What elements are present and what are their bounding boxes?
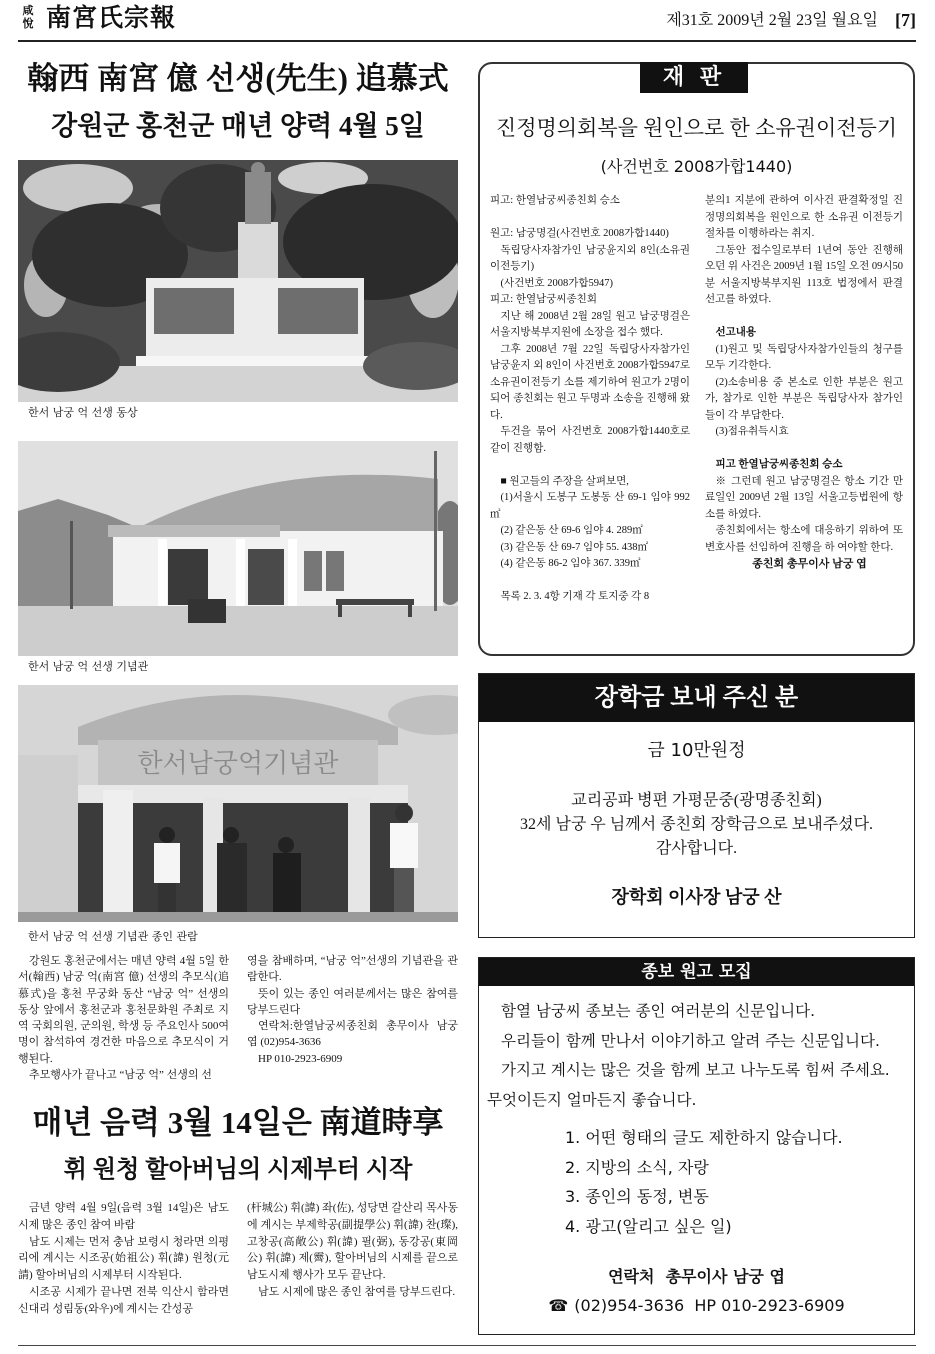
flag-pole	[434, 451, 437, 611]
emblem-bottom-char: 悅	[22, 18, 34, 30]
memorial-hall-photo-image	[18, 441, 458, 656]
south-rite-headline: 매년 음력 3월 14일은 南道時享	[32, 1105, 444, 1140]
memorial-subheadline: 강원군 홍천군 매년 양력 4월 5일	[51, 111, 425, 141]
memorial-headline: 翰西 南宮 億 선생(先生) 追慕式	[27, 61, 449, 96]
scholarship-line: 32세 남궁 우 님께서 종친회 장학금으로 보내주셨다.	[519, 816, 874, 833]
scholarship-heading: 장학금 보내 주신 분	[479, 674, 914, 722]
paragraph: 강원도 홍천군에서는 매년 양력 4월 5일 한서(翰西) 남궁 억(南宮 億) 선생의 추모식(追慕式)을 홍천 무궁화 동산 “남궁 억” 선생의 동상 앞에서 홍천군과 홍천문화원 주최로 지역 국회의원, 군의원, 학생 등 주요인사 500여명이 참석하여 경건한 마음으로 추모식이 거행된다.	[18, 955, 229, 1065]
paragraph: 금년 양력 4월 9일(음력 3월 14일)은 남도시제 많은 종인 참여 바람	[18, 1202, 229, 1231]
scholarship-amount: 금 10만원정	[647, 740, 746, 761]
paragraph: 가지고 계시는 많은 것을 함께 보고 나누도록 힘써 주세요.	[501, 1061, 890, 1080]
memorial-column-2	[247, 953, 458, 1087]
phone-icon	[548, 1296, 574, 1315]
issue-date: 제31호 2009년 2월 23일 월요일	[666, 12, 878, 29]
paragraph: 우리들이 함께 만나서 이야기하고 알려 주는 신문입니다.	[501, 1031, 880, 1050]
paragraph: 피고: 한열남궁씨종친회	[490, 294, 597, 305]
paragraph: 추모행사가 끝나고 “남궁 억” 선생의 선	[29, 1069, 212, 1082]
visitors-photo-image	[18, 685, 458, 922]
visitors-photo	[18, 685, 458, 922]
paragraph: 원고: 남궁명걸(사건번호 2008가합1440)	[490, 228, 669, 239]
paragraph: (4) 같은동 86-2 임야 367. 339㎡	[500, 558, 641, 569]
paragraph: 종친회에서는 항소에 대응하기 위하여 또 변호사를 선임하여 진행을 하 여야할 한다.	[705, 525, 903, 553]
scholarship-line: 교리공파 병편 가평문중(광명종친회)	[571, 792, 822, 809]
south-rite-subheadline: 휘 원청 할아버님의 시제부터 시작	[63, 1157, 413, 1183]
paragraph: 피고: 한열남궁씨종친회 승소	[490, 195, 620, 206]
paragraph: (2) 같은동 산 69-6 임야 4. 289㎡	[500, 525, 643, 536]
court-notice-title: 진정명의회복을 원인으로 한 소유권이전등기	[495, 116, 898, 140]
paragraph: ■ 원고들의 주장을 살펴보면,	[500, 475, 629, 487]
court-section-tab: 재 판	[640, 62, 748, 93]
paragraph: 독립당사자참가인 남궁윤지외 8인(소유권이전등기)	[490, 244, 690, 272]
scholarship-box	[478, 673, 915, 938]
emblem-top-char: 咸	[22, 5, 34, 17]
list-item: 4. 광고(알리고 싶은 일)	[565, 1216, 732, 1236]
masthead-emblem	[20, 5, 36, 31]
paragraph: 그후 2008년 7월 22일 독립당사자참가인 남궁윤지 외 8인이 사건번호 2008가합5947로 소유권이전등기 소를 제기하여 원고가 2명이되어 종친회는 원고 두명과 소송을 진행해 왔다.	[490, 343, 690, 421]
paragraph: (1)서울시 도봉구 도봉동 산 69-1 임야 992㎡	[490, 492, 690, 520]
paragraph: 목록 2. 3. 4항 기재 각 토지중 각 8	[500, 591, 650, 602]
scholarship-signature: 장학회 이사장 남궁 산	[611, 887, 782, 907]
paragraph: 연락처:한열남궁씨종친회 총무이사 남궁 엽 (02)954-3636	[247, 1020, 458, 1049]
call-for-articles-body	[487, 997, 902, 1115]
list-item: 1. 어떤 형태의 글도 제한하지 않습니다.	[565, 1128, 843, 1147]
paragraph-heading: 피고 한열남궁씨종친회 승소	[715, 459, 843, 470]
monument	[136, 278, 374, 366]
list-item: 2. 지방의 소식, 자랑	[565, 1157, 709, 1177]
paragraph: 영을 참배하며, “남궁 억”선생의 기념관을 관람한다.	[247, 955, 458, 984]
paragraph-heading: 선고내용	[715, 327, 757, 338]
paragraph: (사건번호 2008가합5947)	[500, 277, 613, 289]
paragraph: (杆城公) 휘(諱) 좌(佐), 성당면 갈산리 목사동에 계시는 부제학공(副提學公) 휘(諱) 찬(璨), 고창공(高敞公) 휘(諱) 필(弼), 동강공(東岡公) 휘(諱) 제(霽), 할아버님의 시제를 끝으로 남도시제 행사가 모두 끝난다.	[247, 1202, 458, 1282]
court-signature: 종친회 총무이사 남궁 엽	[752, 558, 867, 570]
paragraph: (2)소송비용 중 본소로 인한 부분은 원고가, 참가로 인한 부분은 독립당사자 참가인들이 각 부담한다.	[705, 376, 903, 421]
paragraph: 분의1 지분에 관하여 이사건 판결확정일 진정명의회복을 원인으로 한 소유권 이전등기 절차를 이행하라는 취지.	[705, 195, 903, 239]
header-rule	[18, 40, 916, 42]
statue-photo	[18, 160, 458, 402]
statue-photo-caption: 한서 남궁 억 선생 동상	[28, 406, 138, 419]
memorial-article-body	[18, 953, 458, 1087]
court-column-2	[705, 193, 903, 645]
list-item: 3. 종인의 동정, 변동	[565, 1187, 709, 1206]
call-for-articles-box	[478, 957, 915, 1335]
memorial-column-1	[18, 953, 229, 1087]
paragraph: 두건을 묶어 사건번호 2008가합1440호로 같이 진행함.	[490, 426, 690, 454]
newspaper-title: 南宮氏宗報	[46, 5, 177, 32]
statue-photo-image	[18, 160, 458, 402]
court-notice-box	[478, 62, 915, 656]
phone-numbers: (02)954-3636 HP 010-2923-6909	[574, 1296, 845, 1315]
visitors-photo-caption: 한서 남궁 억 선생 기념관 종인 관람	[28, 930, 198, 943]
contact-phone	[479, 1294, 914, 1318]
hall-sign-text: 한서남궁억기념관	[137, 749, 339, 779]
south-rite-column-2	[247, 1200, 458, 1340]
paragraph: (1)원고 및 독립당사자참가인들의 청구를 모두 기각한다.	[705, 343, 903, 371]
court-case-number: (사건번호 2008가합1440)	[600, 157, 793, 176]
south-rite-column-1	[18, 1200, 229, 1340]
memorial-hall-photo	[18, 441, 458, 656]
call-for-articles-list	[565, 1123, 843, 1241]
memorial-hall-caption: 한서 남궁 억 선생 기념관	[28, 660, 149, 673]
scholarship-line: 감사합니다.	[655, 840, 738, 857]
scholarship-message	[479, 789, 914, 861]
south-rite-article-body	[18, 1200, 458, 1340]
paragraph: 그동안 접수일로부터 1년여 동안 진행해 오던 위 사건은 2009년 1월 15일 오전 09시50분 서울지방북부지원 113호 법정에서 판결선고를 하였다.	[705, 244, 903, 305]
paragraph: 남도 시제에 많은 종인 참여를 당부드린다.	[258, 1285, 456, 1298]
paragraph: 함열 남궁씨 종보는 종인 여러분의 신문입니다.	[501, 1002, 816, 1020]
paragraph: (3) 같은동 산 69-7 임야 55. 438㎡	[500, 541, 648, 553]
contact-person: 연락처 총무이사 남궁 엽	[608, 1267, 785, 1286]
paragraph: 뜻이 있는 종인 여러분께서는 많은 참여를 당부드린다	[247, 987, 458, 1016]
footer-rule	[18, 1345, 916, 1346]
paragraph: ※ 그런데 원고 남궁명걸은 항소 기간 만료일인 2009년 2월 13일 서울고등법원에 항소를 하였다.	[705, 475, 903, 520]
court-column-1	[490, 193, 690, 645]
call-for-articles-heading: 종보 원고 모집	[479, 958, 914, 986]
paragraph: 무엇이든지 얼마든지 좋습니다.	[487, 1090, 697, 1109]
paragraph: (3)점유취득시효	[715, 426, 789, 437]
bin	[188, 599, 226, 623]
paragraph: HP 010-2923-6909	[258, 1052, 343, 1065]
page-number: [7]	[895, 10, 916, 30]
paragraph: 시조공 시제가 끝나면 전북 익산시 함라면 신대리 성림동(와우)에 계시는 간성공	[18, 1285, 229, 1315]
paragraph: 지난 해 2008년 2월 28일 원고 남궁명걸은 서울지방북부지원에 소장을 접수 했다.	[490, 310, 690, 338]
paragraph: 남도 시제는 먼저 충남 보령시 청라면 의평리에 계시는 시조공(始祖公) 휘(諱) 원청(元請) 할아버님의 시제부터 시작된다.	[18, 1235, 229, 1282]
